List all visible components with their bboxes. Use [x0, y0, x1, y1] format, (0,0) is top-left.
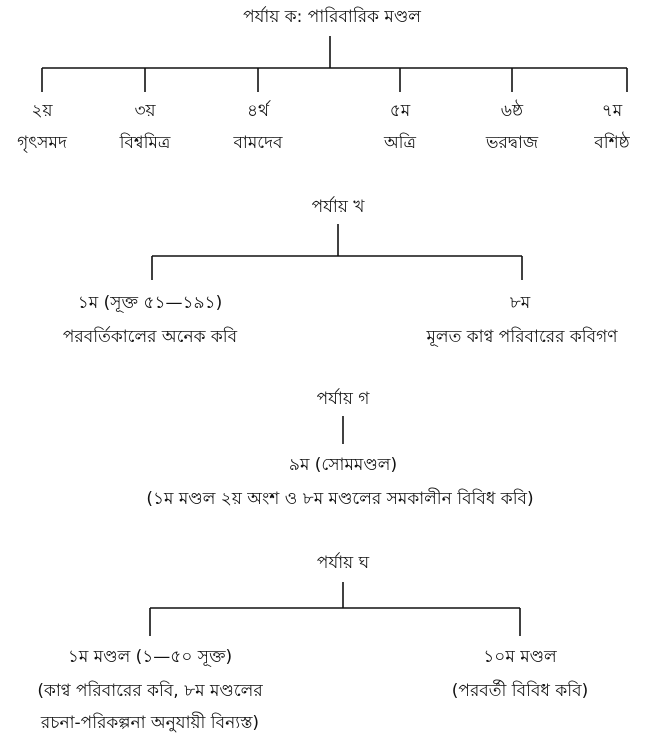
stage-gh-title: পর্যায় ঘ — [316, 553, 370, 573]
stage-kh-title: পর্যায় খ — [311, 197, 365, 217]
stage-k-child-4-name: অত্রি — [383, 133, 417, 153]
stage-k-child-6-num: ৭ম — [601, 101, 623, 121]
stage-k-child-5-num: ৬ষ্ঠ — [500, 101, 524, 121]
stage-kh-right-line2: মূলত কাণ্ব পরিবারের কবিগণ — [426, 327, 618, 347]
stage-k-child-1-num: ২য় — [31, 101, 53, 121]
stage-k-child-4-num: ৫ম — [389, 101, 411, 121]
stage-kh-left-line2: পরবর্তিকালের অনেক কবি — [62, 327, 238, 347]
stage-gh-right-line2: (পরবর্তী বিবিধ কবি) — [451, 681, 589, 701]
stage-g-line2: (১ম মণ্ডল ২য় অংশ ও ৮ম মণ্ডলের সমকালীন বিবিধ কবি) — [146, 489, 534, 509]
stage-gh-left-line3: রচনা-পরিকল্পনা অনুযায়ী বিন্যস্ত) — [40, 713, 260, 733]
stage-gh-right-line1: ১০ম মণ্ডল — [483, 647, 557, 667]
stage-k-title: পর্যায় ক: পারিবারিক মণ্ডল — [243, 7, 421, 27]
stage-g-line1: ৯ম (সোমমণ্ডল) — [288, 455, 398, 475]
stage-gh-left-line2: (কাণ্ব পরিবারের কবি, ৮ম মণ্ডলের — [37, 681, 263, 701]
stage-gh-left-line1: ১ম মণ্ডল (১—৫০ সূক্ত) — [67, 647, 233, 667]
stage-kh-left-line1: ১ম (সূক্ত ৫১—১৯১) — [77, 293, 223, 313]
stage-k-child-3-name: বামদেব — [233, 133, 283, 153]
stage-g-title: পর্যায় গ — [316, 389, 370, 409]
stage-k-child-5-name: ভরদ্বাজ — [485, 133, 539, 153]
stage-k-child-2-name: বিশ্বমিত্র — [119, 133, 171, 153]
stage-k-child-2-num: ৩য় — [134, 101, 156, 121]
stage-k-child-1-name: গৃৎসমদ — [17, 133, 67, 153]
stage-k-child-6-name: বশিষ্ঠ — [594, 133, 630, 153]
stage-kh-right-line1: ৮ম — [509, 293, 531, 313]
stage-k-child-3-num: ৪র্থ — [246, 101, 270, 121]
